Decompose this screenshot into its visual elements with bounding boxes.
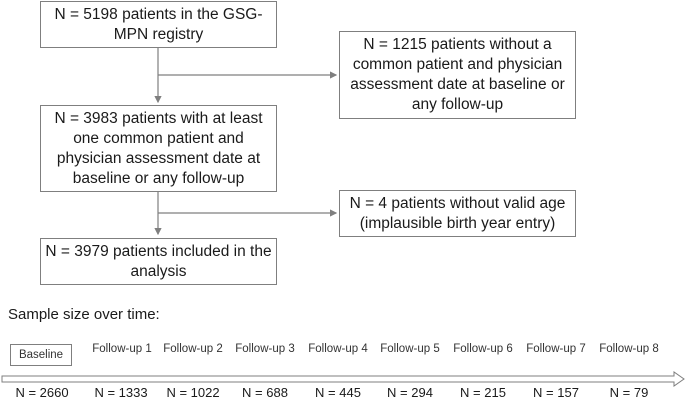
- exclusion-box-2: N = 4 patients without valid age (implausible birth year entry): [339, 190, 576, 237]
- timeline-n: N = 215: [460, 385, 506, 400]
- timeline-n: N = 157: [533, 385, 579, 400]
- timeline-n: N = 294: [387, 385, 433, 400]
- analysis-box: N = 3979 patients included in the analysis: [40, 238, 277, 285]
- timeline-label: Follow-up 7: [526, 343, 586, 355]
- registry-box: N = 5198 patients in the GSG-MPN registry: [40, 1, 277, 48]
- timeline-n: N = 2660: [15, 385, 69, 400]
- timeline-label: Follow-up 1: [92, 343, 152, 355]
- timeline-n: N = 1022: [166, 385, 220, 400]
- timeline-label: Follow-up 6: [453, 343, 513, 355]
- timeline-n: N = 79: [609, 385, 649, 400]
- timeline-n: N = 1333: [94, 385, 148, 400]
- eligible-box: N = 3983 patients with at least one common patient and physician assessment date at baseline or any follow-up: [40, 105, 277, 192]
- timeline-label: Follow-up 8: [599, 343, 659, 355]
- timeline-title: Sample size over time:: [8, 306, 160, 323]
- timeline-label-baseline: Baseline: [10, 344, 72, 366]
- timeline-n: N = 688: [242, 385, 288, 400]
- timeline-label: Follow-up 3: [235, 343, 295, 355]
- timeline-label: Follow-up 2: [163, 343, 223, 355]
- timeline-n: N = 445: [315, 385, 361, 400]
- timeline-label: Follow-up 5: [380, 343, 440, 355]
- exclusion-box-1: N = 1215 patients without a common patient and physician assessment date at baseline or any follow-up: [339, 31, 576, 119]
- timeline-label: Follow-up 4: [308, 343, 368, 355]
